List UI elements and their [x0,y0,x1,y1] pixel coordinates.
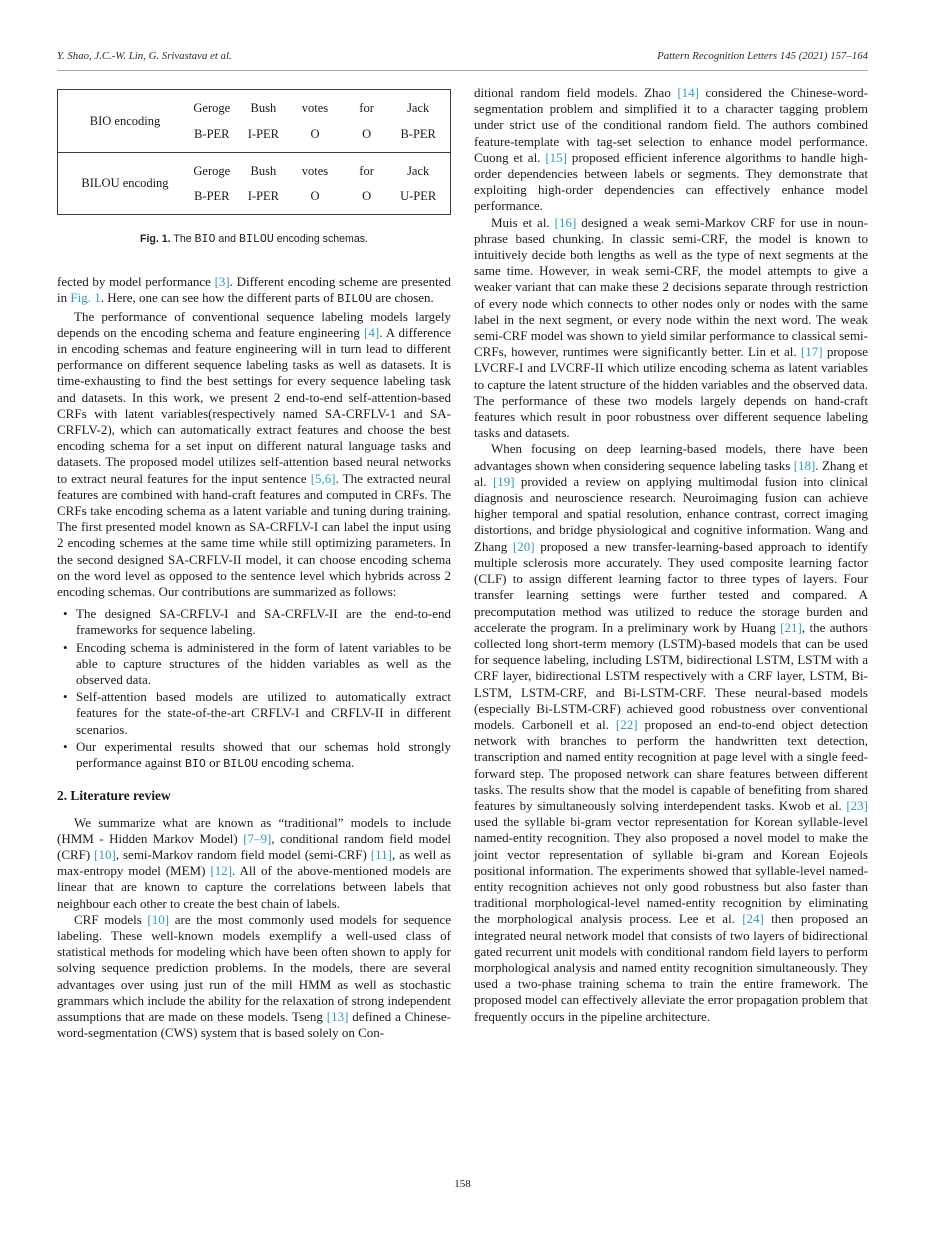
encoding-row-label: BIO encoding [89,113,161,128]
journal-reference: Pattern Recognition Letters 145 (2021) 157–164 [657,50,868,62]
token-tag: B-PER [194,189,230,203]
bullet-item [63,689,451,738]
token-grid [186,163,444,204]
citation-link[interactable]: [3] [214,274,230,290]
text-segment: propose LVCRF-I and LVCRF-II which utilize encoding schema as latent variables to capture the latent structure of the hidden variables and the observed data. The performance of these two models largely depends on hand-craft features which result in poor robustness over different sequence labeling tasks and datasets. [474,344,868,441]
citation-link[interactable]: [21] [780,619,802,635]
token-tag: I-PER [247,189,280,203]
citation-link[interactable]: [14] [677,85,700,100]
right-column [474,85,868,1041]
text-segment: , as well as max-entropy model (MEM) [57,846,451,879]
text-segment: BILOU [337,293,373,307]
left-column-text [57,274,451,1041]
text-segment: . All of the above-mentioned models are linear that are known to capture the correlations between labels that neighbour each other to create the best chain of labels. [57,863,451,911]
paragraph [474,215,868,442]
page-number: 158 [454,1178,471,1190]
right-column-text [474,85,868,1025]
figure-caption [57,231,451,248]
citation-link[interactable]: [19] [492,473,515,489]
citation-link[interactable]: [5,6] [310,470,336,486]
token-word: for [359,101,374,116]
text-segment: Encoding schema is administered in the form of latent variables to be able to capture structures of the hidden variables as well as the observed data. [76,639,451,688]
encoding-row-label: BILOU encoding [81,176,169,191]
citation-link[interactable]: [18] [793,457,816,473]
text-segment: BILOU [223,758,259,772]
token-word: votes [301,101,329,116]
citation-link[interactable]: [4] [364,324,380,340]
text-segment: encoding schemas. [273,233,369,245]
section-heading: 2. Literature review [57,788,171,804]
text-segment: BIO [194,233,216,246]
token-cell [289,100,341,141]
text-segment: CRF models [74,911,148,927]
token-tag: O [362,126,372,141]
token-word: Jack [407,163,430,178]
text-segment: BILOU [238,233,274,246]
citation-link[interactable]: [17] [800,344,823,360]
paragraph [474,441,868,1024]
text-segment: , semi-Markov random field model (semi-CRF) [115,846,371,862]
text-segment: Fig. 1. [139,233,171,245]
token-cell [238,163,290,204]
text-segment: The designed SA-CRFLV-I and SA-CRFLV-II are the end-to-end frameworks for sequence labeling. [76,606,451,638]
citation-link[interactable]: [10] [147,911,170,927]
bullet-item [63,739,451,773]
token-word: Bush [250,101,277,116]
text-segment: Our experimental results showed that our schemas hold strongly performance against [76,738,451,771]
token-word: Jack [407,101,430,116]
citation-link[interactable]: [13] [326,1008,349,1024]
token-cell [392,100,444,141]
citation-link[interactable]: [16] [554,214,577,230]
bullet-item [63,640,451,689]
citation-link[interactable]: [24] [742,911,764,927]
paragraph [57,274,451,308]
token-tag: O [310,126,320,141]
text-segment: When focusing on deep learning-based models, there have been advantages shown when considering sequence labeling tasks [474,441,868,473]
figure-1 [57,89,451,248]
paragraph [57,815,451,912]
token-cell [186,163,238,204]
citation-link[interactable]: [22] [615,716,638,732]
left-column [57,85,451,1041]
token-cell [392,163,444,204]
token-word: for [359,163,374,178]
encoding-row [58,152,450,214]
header-rule [57,70,868,71]
token-cell [341,100,393,141]
token-cell [341,163,393,204]
text-segment: considered the Chinese-word-segmentation problem and simplified it to a character tagging problem under strict use of the conditional random field. The authors combined feature-template with tag-set selection to enhance model performance. Cuong et al. [474,85,869,165]
text-segment: We summarize what are known as “traditional” models to include (HMM - Hidden Markov Model) [57,814,451,846]
token-tag: U-PER [400,189,437,203]
text-segment: encoding schema. [258,755,355,771]
text-segment: Muis et al. [491,214,555,230]
paragraph [474,85,868,215]
text-segment: proposed an end-to-end object detection network with branches to perform the handwritten text detection, transcription and named entity recognition at page level with a single feed-forward step. The proposed network can share features between different tasks. The results show that the model is capable of benefiting from shared features by simultaneously solving interdependent tasks. Kwob et al. [474,716,868,813]
token-tag: B-PER [194,126,230,141]
citation-link[interactable]: [7–9] [243,830,272,846]
citation-link[interactable]: Fig. 1 [70,290,101,306]
bullet-item [63,606,451,638]
token-grid [186,100,444,141]
text-segment: proposed efficient inference algorithms to handle high-order dependencies between labels or segments. They demonstrate that exploiting high-order dependencies can effectively enhance model performance. [474,149,868,214]
text-segment: . The extracted neural features are combined with hand-craft features and computed in CRFs. The CRFs take encoding schema as a latent variable and tuning during training. The first presented model known as SA-CRFLV-I can label the input using 2 encoding schemes at the same time while still optimizing parameters. In the second designed SA-CRFLV-II model, it can choose encoding schema on the word level as opposed to the sentence level which hybrids across 2 encoding schemas. Our contributions are summarized as follows: [57,470,451,600]
text-segment: . Zhang et al. [474,457,869,489]
running-authors: Y. Shao, J.C.-W. Lin, G. Srivastava et al. [57,50,232,62]
page-header [57,50,868,62]
token-tag: O [310,189,320,203]
contribution-bullet-list [57,606,451,773]
token-tag: B-PER [400,126,436,141]
text-segment: , the authors collected long short-term memory (LSTM)-based models that can be used for sequence labeling, including LSTM, bidirectional LSTM, LSTM with a CRF layer, bidirectional LSTM respectively with a CRF layer, LSTM, Bi-LSTM, LSTM-CRF, and Bi-LSTM-CRF. These neural-based models (especially Bi-LSTM-CRF) achieved good robustness over conventional models. Carbonell et al. [474,619,868,732]
text-segment: ditional random field models. Zhao [474,85,678,100]
text-segment: or [205,755,224,771]
page-footer [0,1178,925,1190]
text-segment: Self-attention based models are utilized to automatically extract features for the state-of-the-art CRFLV-I and CRFLV-II in different scenarios. [76,689,451,737]
citation-link[interactable]: [10] [94,846,116,862]
token-word: votes [301,163,329,178]
citation-link[interactable]: [20] [512,538,535,554]
encoding-schema-table [57,89,451,215]
text-segment: defined a Chinese-word-segmentation (CWS) system that is based solely on Con- [57,1008,451,1041]
text-segment: are chosen. [372,290,434,306]
text-segment: then proposed an integrated neural network model that consists of two layers of bidirectional gated recurrent unit models with conditional random field layers to perform morphological analysis and named entity recognition simultaneously. They used a two-phase training schema to train the entire framework. The proposed model can effectively alleviate the error propagation problem that frequently occurs in the pipeline architecture. [474,911,869,1024]
text-segment: provided a review on applying multimodal fusion into clinical diagnosis and neuroscience research. Neuroimaging fusion can achieve higher temporal and spatial resolution, enhance contrast, correct imaging distortions, and bridge physiological and cognitive information. Wang and Zhang [474,473,869,554]
text-segment: The performance of conventional sequence labeling models largely depends on the encoding schema and feature engineering [57,308,451,340]
encoding-row [58,90,450,152]
token-word: Geroge [193,163,231,178]
citation-link[interactable]: [12] [210,863,233,879]
text-segment: are the most commonly used models for sequence labeling. These well-known models exemplify a well-used class of statistical methods for modeling which have been often shown to apply for solving sequence prediction problems. In the models, there are several advantages over using just run of the mill HMM as well as stochastic grammars which include the ability for the relaxation of strong independent assumptions that are made on these models. Tseng [57,911,451,1024]
paragraph [57,309,451,601]
text-segment: . Different encoding scheme are presented in [57,274,451,306]
token-cell [186,100,238,141]
two-column-body [57,85,868,1041]
token-word: Bush [250,163,277,178]
text-segment: proposed a new transfer-learning-based approach to identify multiple sclerosis more accurately. They used composite learning factor (CLF) to assign different learning factor to three types of layers. Four transfer learning settings were further tested and compared. A precomputation method was utilized to reduce the storage burden and accelerate the program. In a preliminary work by Huang [474,538,868,635]
text-segment: and [215,233,239,245]
text-segment: , conditional random field model (CRF) [57,830,452,862]
text-segment: fected by model performance [57,274,215,290]
token-cell [238,100,290,141]
text-segment: designed a weak semi-Markov CRF for use in noun-phrase based chunking. In classic semi-CRF, the model is known to intuitively decide both lengths as well as the type of next segments at the same time. However, in weak semi-CRF, the model attempts to give a weaker variant that can make these 2 decisions separate through restriction of every node which connects to other nodes only or nodes with the same label in the next segment, or every node within the next word. The weak semi-CRF model was shown to yield similar performance to classical semi-CRFs, however, runtimes were significantly better. Lin et al. [474,214,868,360]
text-segment: . Here, one can see how the different parts of [100,290,338,306]
token-word: Geroge [193,101,231,116]
token-tag: I-PER [247,126,280,141]
text-segment: BIO [185,758,206,772]
citation-link[interactable]: [11] [370,846,392,862]
text-segment: used the syllable bi-gram vector representation for Korean syllable-level named-entity recognition. They also proposed a novel model to make the joint vector representation of syllable bi-gram and Korean Eojeols positional information. The experiments showed that syllable-level named-entity recognition achieves not only good robustness but also faster than traditional morphological-level named-entity recognition by eliminating the morphological analysis process. Lee et al. [474,814,868,927]
paragraph [57,912,451,1042]
text-segment: . A difference in encoding schemas and feature engineering will in turn lead to different performance on different sequence labeling tasks as well as datasets. It is time-exhausting to find the best settings for every sequence labeling task and datasets. In this work, we present 2 end-to-end self-attention-based CRFs with latent variables(respectively named SA-CRFLV-1 and SA-CRFLV-2), which can automatically extract features and choose the best encoding schema for a set input on different natural language tasks and datasets. The proposed model utilizes self-attention based neural networks to extract neural features for the input sentence [57,324,452,486]
token-cell [289,163,341,204]
citation-link[interactable]: [15] [545,149,567,165]
token-tag: O [362,189,372,203]
citation-link[interactable]: [23] [846,797,868,813]
text-segment: The [170,233,195,245]
